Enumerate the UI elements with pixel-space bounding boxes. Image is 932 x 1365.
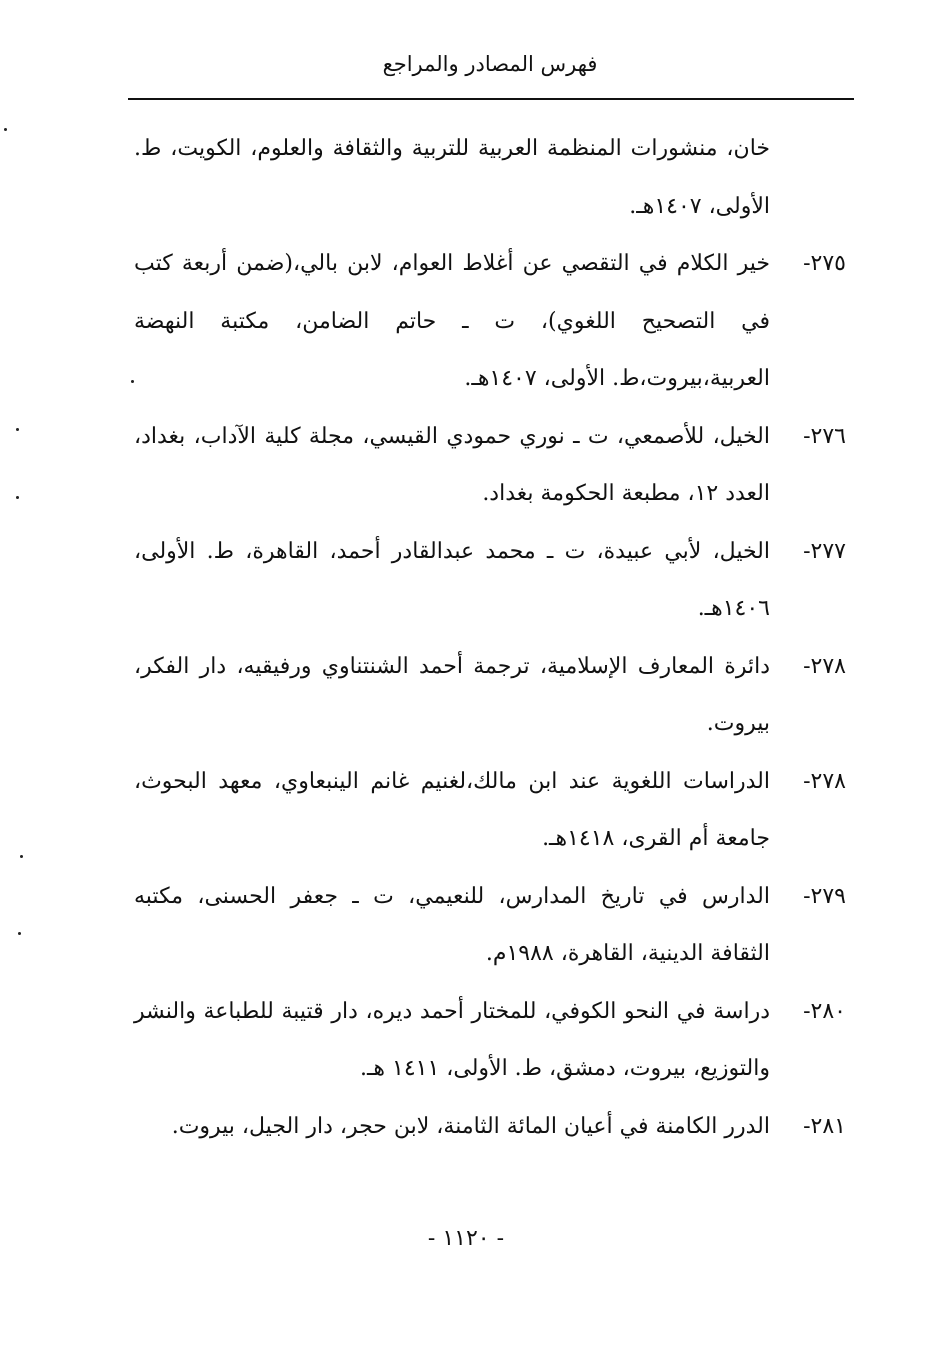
- entry-text: الدراسات اللغوية عند ابن مالك،لغنيم غانم الينبعاوي، معهد البحوث، جامعة أم القرى، ١٤١٨هـ.: [134, 768, 770, 851]
- bibliography-entry-279: [134, 868, 846, 983]
- entry-number: ٢٧٩-: [803, 883, 846, 909]
- bibliography-list: [134, 120, 846, 1155]
- entry-text: الخيل، للأصمعي، ت ـ نوري حمودي القيسي، مجلة كلية الآداب، بغداد، العدد ١٢، مطبعة الحكومة بغداد.: [134, 423, 770, 506]
- scan-speck: [4, 128, 7, 131]
- entry-number: ٢٨١-: [803, 1113, 846, 1139]
- entry-number: ٢٧٨-: [803, 653, 846, 679]
- entry-number: ٢٧٧-: [803, 538, 846, 564]
- scan-speck: [131, 380, 134, 383]
- entry-number: ٢٨٠-: [803, 998, 846, 1024]
- header-rule: [128, 98, 854, 100]
- scan-speck: [16, 496, 19, 499]
- bibliography-entry-280: [134, 983, 846, 1098]
- entry-text: دائرة المعارف الإسلامية، ترجمة أحمد الشنتناوي ورفيقيه، دار الفكر، بيروت.: [134, 653, 770, 736]
- bibliography-entry-275: [134, 235, 846, 408]
- entry-text: خير الكلام في التقصي عن أغلاط العوام، لابن بالي،(ضمن أربعة كتب في التصحيح اللغوي)، ت ـ حاتم الضامن، مكتبة النهضة العربية،بيروت،ط. الأولى، ١٤٠٧هـ.: [134, 251, 770, 391]
- entry-number: ٢٧٦-: [803, 423, 846, 449]
- entry-text: دراسة في النحو الكوفي، للمختار أحمد ديره، دار قتيبة للطباعة والنشر والتوزيع، بيروت، دمشق، ط. الأولى، ١٤١١ هـ.: [134, 998, 770, 1081]
- page-number: - ١١٢٠ -: [427, 1226, 505, 1251]
- bibliography-entry-276: [134, 408, 846, 523]
- bibliography-entry-281: [134, 1098, 846, 1156]
- scan-speck: [16, 428, 19, 431]
- scan-speck: [20, 855, 23, 858]
- continuation-entry: [134, 120, 846, 235]
- entry-number: ٢٧٥-: [803, 251, 846, 276]
- running-header: فهرس المصادر والمراجع: [382, 52, 598, 76]
- bibliography-entry-278b: [134, 753, 846, 868]
- entry-text: الخيل، لأبي عبيدة، ت ـ محمد عبدالقادر أحمد، القاهرة، ط. الأولى، ١٤٠٦هـ.: [134, 538, 770, 621]
- scan-speck: [18, 932, 21, 935]
- bibliography-entry-277: [134, 523, 846, 638]
- bibliography-entry-278a: [134, 638, 846, 753]
- entry-text: الدارس في تاريخ المدارس، للنعيمي، ت ـ جعفر الحسنى، مكتبه الثقافة الدينية، القاهرة، ١٩٨٨م.: [134, 883, 770, 966]
- entry-text: الدرر الكامنة في أعيان المائة الثامنة، لابن حجر، دار الجيل، بيروت.: [171, 1113, 770, 1139]
- entry-number: ٢٧٨-: [803, 768, 846, 794]
- entry-text: خان، منشورات المنظمة العربية للتربية والثقافة والعلوم، الكويت، ط. الأولى، ١٤٠٧هـ.: [134, 136, 770, 219]
